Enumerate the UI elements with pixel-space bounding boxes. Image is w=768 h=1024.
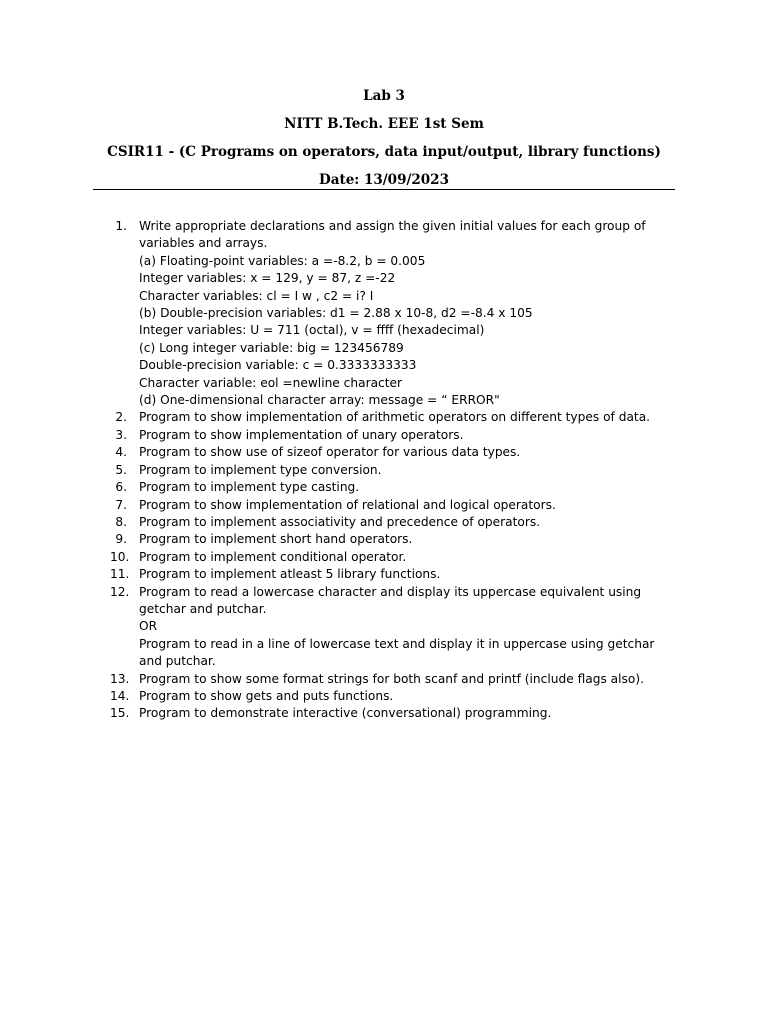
- list-text: Program to show implementation of relational and logical operators.: [139, 497, 556, 512]
- date-line: Date: 13/09/2023: [319, 172, 449, 188]
- list-item: [110, 427, 670, 444]
- list-text: Program to implement atleast 5 library functions.: [139, 567, 441, 582]
- sub-line: (c) Long integer variable: big = 123456789: [139, 340, 404, 355]
- list-number: 14.: [110, 688, 130, 703]
- list-text: Write appropriate declarations and assign the given initial values for each group of variables and arrays.: [139, 219, 646, 251]
- list-text: Program to implement type casting.: [139, 480, 360, 495]
- list-item: [110, 497, 670, 514]
- list-item: [110, 444, 670, 461]
- list-text: Program to show implementation of arithmetic operators on different types of data.: [139, 410, 651, 425]
- list-item: [110, 479, 670, 496]
- list-number: 4.: [115, 445, 127, 460]
- lab-title: Lab 3: [363, 88, 405, 104]
- sub-line: (d) One-dimensional character array: message = “ ERROR": [139, 393, 500, 408]
- list-item: [110, 218, 670, 409]
- list-item: [110, 514, 670, 531]
- list-number: 10.: [110, 549, 130, 564]
- list-number: 9.: [115, 532, 127, 547]
- sub-line: Character variables: cl = I w , c2 = i? I: [139, 288, 374, 303]
- list-text: Program to read a lowercase character and display its uppercase equivalent using getchar and putchar.: [139, 584, 642, 616]
- list-number: 6.: [115, 480, 127, 495]
- list-number: 5.: [115, 462, 127, 477]
- list-item: [110, 566, 670, 583]
- list-item: [110, 462, 670, 479]
- list-item: [110, 549, 670, 566]
- list-text: Program to show gets and puts functions.: [139, 688, 394, 703]
- list-text: Program to implement short hand operators.: [139, 532, 413, 547]
- list-item: [110, 705, 670, 722]
- list-number: 11.: [110, 567, 130, 582]
- list-number: 15.: [110, 706, 130, 721]
- list-number: 1.: [115, 219, 127, 233]
- list-number: 2.: [115, 410, 127, 425]
- sub-line: (a) Floating-point variables: a =-8.2, b = 0.005: [139, 253, 426, 268]
- list-text: Program to demonstrate interactive (conversational) programming.: [139, 706, 552, 721]
- list-text: Program to show implementation of unary operators.: [139, 427, 464, 442]
- sub-line: (b) Double-precision variables: d1 = 2.88 x 10-8, d2 =-8.4 x 105: [139, 306, 533, 321]
- sub-line: Double-precision variable: c = 0.3333333333: [139, 358, 417, 373]
- list-item: [110, 409, 670, 426]
- course-title: CSIR11 - (C Programs on operators, data input/output, library functions): [107, 144, 661, 160]
- list-text: Program to implement associativity and precedence of operators.: [139, 514, 541, 529]
- header-divider: [93, 189, 675, 190]
- list-number: 12.: [110, 584, 130, 599]
- list-number: 8.: [115, 514, 127, 529]
- task-list: [110, 218, 670, 723]
- or-separator: OR: [139, 619, 158, 634]
- institution-line: NITT B.Tech. EEE 1st Sem: [284, 116, 484, 132]
- list-text: Program to show some format strings for both scanf and printf (include flags also).: [139, 671, 644, 686]
- alternative-text: Program to read in a line of lowercase text and display it in uppercase using getchar and putchar.: [139, 636, 655, 669]
- list-item: [110, 688, 670, 705]
- sub-line: Character variable: eol =newline character: [139, 375, 403, 390]
- list-item: [110, 531, 670, 548]
- list-number: 3.: [115, 427, 127, 442]
- list-number: 13.: [110, 671, 130, 686]
- list-item: [110, 584, 670, 671]
- list-text: Program to show use of sizeof operator for various data types.: [139, 445, 521, 460]
- sub-line: Integer variables: U = 711 (octal), v = ffff (hexadecimal): [139, 323, 485, 338]
- list-item: [110, 671, 670, 688]
- list-number: 7.: [115, 497, 127, 512]
- list-text: Program to implement type conversion.: [139, 462, 382, 477]
- sub-line: Integer variables: x = 129, y = 87, z =-22: [139, 271, 396, 286]
- list-text: Program to implement conditional operator.: [139, 549, 407, 564]
